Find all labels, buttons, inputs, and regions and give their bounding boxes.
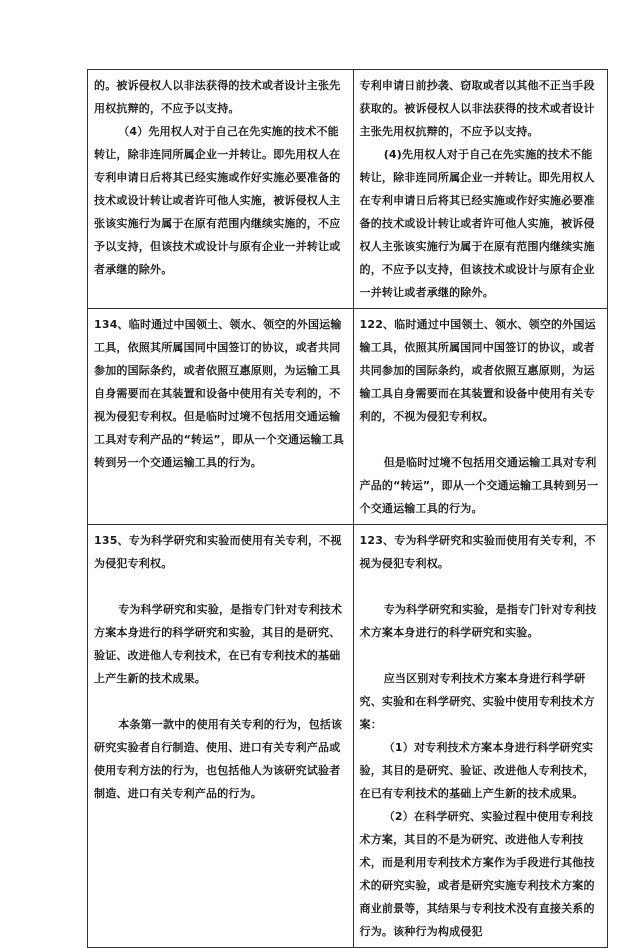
right-cell	[353, 70, 608, 309]
left-cell	[88, 525, 354, 948]
paragraph: 的。被诉侵权人以非法获得的技术或者设计主张先用权抗辩的，不应予以支持。	[94, 79, 341, 115]
paragraph: （2）在科学研究、实验过程中使用专利技术方案，其目的不是为研究、改进他人专利技术，而是利用专利技术方案作为手段进行其他技术的研究实验，或者是研究实施专利技术方案的商业前景等，其结果与专利技术没有直接关系的行为。该种行为构成侵犯	[359, 810, 595, 938]
paragraph: 本条第一款中的使用有关专利的行为，包括该研究实验者自行制造、使用、进口有关专利产品或使用专利方法的行为，也包括他人为该研究试验者制造、进口有关专利产品的行为。	[94, 718, 343, 800]
right-cell	[353, 309, 608, 525]
blank-line	[360, 428, 602, 451]
table-row	[88, 525, 608, 948]
paragraph: （1）对专利技术方案本身进行科学研究实验，其目的是研究、验证、改进他人专利技术，在已有专利技术的基础上产生新的技术成果。	[359, 741, 595, 800]
paragraph: 但是临时过境不包括用交通运输工具对专利产品的“转运”，即从一个交通运输工具转到另一个交通运输工具的行为。	[359, 456, 599, 515]
paragraph: 专为科学研究和实验，是指专门针对专利技术方案本身进行的科学研究和实验。	[359, 603, 597, 639]
paragraph: 135、专为科学研究和实验而使用有关专利，不视为侵犯专利权。	[94, 534, 342, 570]
paragraph: 专为科学研究和实验，是指专门针对专利技术方案本身进行的科学研究和实验，其目的是研究、验证、改进他人专利技术，在已有专利技术的基础上产生新的技术成果。	[94, 603, 343, 685]
left-cell	[88, 309, 354, 525]
comparison-table	[87, 69, 608, 948]
table-row	[88, 309, 608, 525]
left-cell	[88, 70, 354, 309]
right-cell	[353, 525, 608, 948]
table-row	[88, 70, 608, 309]
paragraph: 122、临时通过中国领土、领水、领空的外国运输工具，依照其所属国同中国签订的协议，或者共同参加的国际条约，或者依照互惠原则，为运输工具自身需要而在其装置和设备中使用有关专利的，不视为侵犯专利权。	[359, 318, 596, 423]
blank-line	[360, 575, 602, 598]
blank-line	[94, 690, 347, 713]
paragraph: (4)先用权人对于自己在先实施的技术不能转让，除非连同所属企业一并转让。即先用权人在专利申请日后将其已经实施或作好实施必要准备的技术或设计转让或者许可他人实施，被诉侵权人主张该实施行为属于在原有范围内继续实施的，不应予以支持，但该技术或设计与原有企业一并转让或者承继的除外。	[359, 148, 595, 299]
paragraph: 134、临时通过中国领土、领水、领空的外国运输工具，依照其所属国同中国签订的协议，或者共同参加的国际条约，或者依照互惠原则，为运输工具自身需要而在其装置和设备中使用有关专利的，不视为侵犯专利权。但是临时过境不包括用交通运输工具对专利产品的“转运”，即从一个交通运输工具转到另一个交通运输工具的行为。	[94, 318, 345, 469]
blank-line	[360, 644, 602, 667]
paragraph: 专利申请日前抄袭、窃取或者以其他不正当手段获取的。被诉侵权人以非法获得的技术或者设计主张先用权抗辩的，不应予以支持。	[359, 79, 595, 138]
blank-line	[94, 575, 347, 598]
paragraph: 123、专为科学研究和实验而使用有关专利，不视为侵犯专利权。	[359, 534, 596, 570]
paragraph: 应当区别对专利技术方案本身进行科学研究、实验和在科学研究、实验中使用专利技术方案：	[359, 672, 595, 731]
paragraph: （4）先用权人对于自己在先实施的技术不能转让，除非连同所属企业一并转让。即先用权人在专利申请日后将其已经实施或作好实施必要准备的技术或设计转让或者许可他人实施，被诉侵权人主张该实施行为属于在原有范围内继续实施的，不应予以支持，但该技术或设计与原有企业一并转让或者承继的除外。	[94, 125, 341, 276]
